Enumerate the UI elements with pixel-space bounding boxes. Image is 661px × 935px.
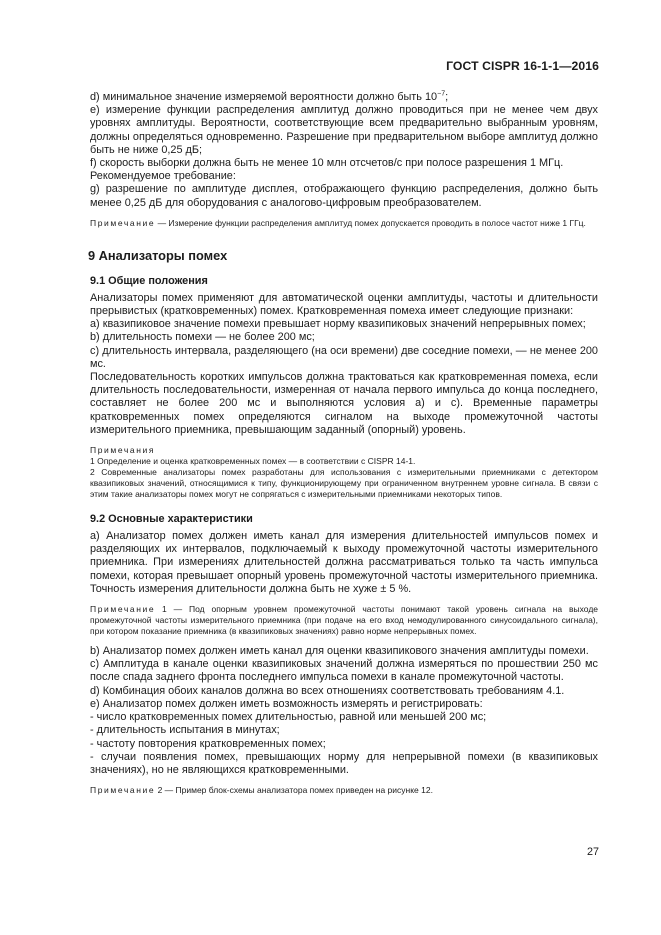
item-g: g) разрешение по амплитуде дисплея, отображающего функцию распределения, должно быть менее 0,25 дБ для оборудования с аналогово-цифровым преобразователем. [90,183,598,209]
para-channel-d: d) Комбинация обоих каналов должна во всех отношениях соответствовать требованиям 4.1. [90,684,565,697]
section-9-title: 9 Анализаторы помех [88,247,228,263]
note-2: 2 Современные анализаторы помех разработаны для использования с измерительными приемниками с детектором квазипиковых значений, относящимися к типу, функционирующему при ограниченном внутреннем уровне сигнала. В связи с этим такие анализаторы помех могут не сопрягаться с измерительными приемниками некоторых типов. [90,467,598,500]
document-header: ГОСТ CISPR 16-1-1—2016 [446,59,599,73]
note-1: 1 Определение и оценка кратковременных помех — в соответствии с CISPR 14-1. [90,456,416,467]
note-figure-label: Примечание [90,785,156,796]
section-9-2-title: 9.2 Основные характеристики [90,513,253,526]
list-item-4: - случаи появления помех, превышающих норму для непрерывной помехи (в квазипиковых значениях), но не являющихся кратковременными. [90,750,598,776]
item-d-exponent: −7 [437,90,446,98]
list-item-1: - число кратковременных помех длительностью, равной или меньшей 200 мс; [90,711,487,724]
note-figure-text: 2 — Пример блок-схемы анализатора помех приведен на рисунке 12. [155,785,433,796]
para-channel-a: a) Анализатор помех должен иметь канал для измерения длительностей импульсов помех и разделяющих их интервалов, подключаемый к выходу промежуточной частоты измерительного приемника. При измерениях длительностей должна рассматриваться только та часть импульса помехи, которая превышает опорный уровень промежуточной частоты измерительного приемника. Точность измерения длительности должна быть не хуже ± 5 %. [90,530,598,595]
item-e: e) измерение функции распределения амплитуд должно проводиться при не менее чем двух уровнях амплитуды. Вероятности, соответствующие всем предварительно выбранным уровням, должны определяться одновременно. Разрешение при предварительном выборе амплитуд должно быть не ниже 0,25 дБ; [90,104,598,156]
item-d-end: ; [445,91,449,103]
list-item-3: - частоту повторения кратковременных помех; [90,737,326,750]
note-ref-level [90,604,598,637]
note-label: Примечание [90,217,156,228]
item-f: f) скорость выборки должна быть не менее 10 млн отсчетов/с при полосе разрешения 1 МГц. [90,157,564,170]
note-ref-label: Примечание [90,604,156,615]
item-d [90,91,598,104]
recommended-label: Рекомендуемое требование: [90,170,236,183]
note-ref-text: 1 — Под опорным уровнем промежуточной частоты понимают такой уровень сигнала на выходе промежуточной частоты измерительного приемника (при подаче на его вход немодулированного синусоидального сигнала), при котором показание приемника (в квазипиковых значениях) равно норме непрерывных помех. [90,604,598,637]
sign-a: а) квазипиковое значение помехи превышает норму квазипиковых значений непрерывных помех; [90,318,586,331]
list-item-2: - длительность испытания в минутах; [90,724,280,737]
note-top [90,218,598,229]
para-general: Анализаторы помех применяют для автоматической оценки амплитуды, частоты и длительности прерывистых (кратковременных) помех. Кратковременная помеха имеет следующие признаки: [90,291,598,318]
notes-label: Примечания [90,445,156,456]
sign-c: c) длительность интервала, разделяющего (на оси времени) две соседние помехи, — не менее 200 мс. [90,344,598,370]
section-9-1-title: 9.1 Общие положения [90,274,208,287]
sign-b: b) длительность помехи — не более 200 мс; [90,331,315,344]
item-d-text: d) минимальное значение измеряемой вероятности должно быть 10 [90,91,438,103]
page-content [90,91,598,796]
note-text: — Измерение функции распределения амплитуд помех допускается проводить в полосе частот ниже 1 ГГц. [155,217,586,228]
note-figure [90,785,598,796]
para-sequence: Последовательность коротких импульсов должна трактоваться как кратковременная помеха, если длительность последовательности, измеренная от начала первого импульса до конца последнего, составляет не более 200 мс и выполняются условия а) и с). Временные параметры кратковременных помех определяются сигналом на выходе промежуточной частоты измерительного приемника, превышающим заданный (опорный) уровень. [90,371,598,436]
para-channel-c: c) Амплитуда в канале оценки квазипиковых значений должна измеряться по прошествии 250 мс после спада заднего фронта последнего импульса помехи в канале промежуточной частоты. [90,658,598,684]
para-channel-b: b) Анализатор помех должен иметь канал для оценки квазипикового значения амплитуды помехи. [90,645,589,658]
para-channel-e: e) Анализатор помех должен иметь возможность измерять и регистрировать: [90,697,483,710]
page-number: 27 [586,846,599,858]
